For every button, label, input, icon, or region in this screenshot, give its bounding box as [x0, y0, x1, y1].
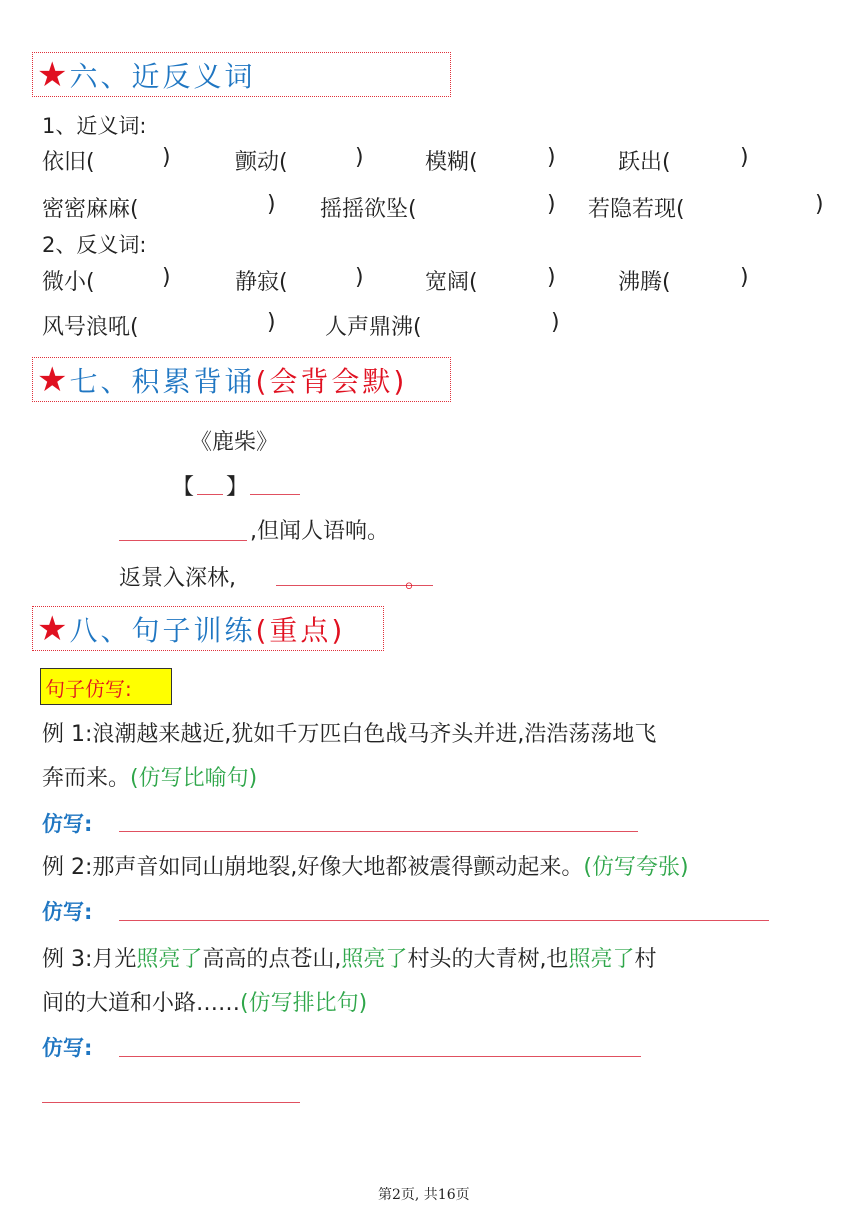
- author-bracket-left: 【: [172, 475, 195, 500]
- synonyms-label: 1、近义词:: [42, 114, 147, 138]
- imitate-label: 仿写:: [42, 812, 93, 836]
- close-paren: ): [162, 145, 171, 170]
- page-footer: 第2页, 共16页: [378, 1187, 470, 1203]
- example-1-hint: (仿写比喻句): [130, 766, 258, 791]
- author-bracket-right: 】: [226, 475, 249, 500]
- example-2-hint: (仿写夸张): [583, 855, 689, 880]
- synonym-item: 密密麻麻(: [42, 197, 139, 222]
- example-3-hint: (仿写排比句): [240, 991, 368, 1016]
- antonyms-label: 2、反义词:: [42, 233, 147, 257]
- poem-line1-text: ,但闻人语响。: [250, 519, 389, 544]
- star-icon: ★: [37, 54, 68, 95]
- close-paren: ): [551, 310, 560, 335]
- close-paren: ): [547, 145, 556, 170]
- section-6-header: [32, 52, 451, 97]
- author-blank: [197, 494, 223, 495]
- poem-line2-end: 。: [405, 568, 428, 593]
- imitate-answer-line[interactable]: [119, 1056, 641, 1057]
- imitate-label: 仿写:: [42, 900, 93, 924]
- synonym-item: 若隐若现(: [588, 197, 685, 222]
- close-paren: ): [547, 265, 556, 290]
- section-6-title: 六、近反义词: [69, 59, 256, 93]
- close-paren: ): [355, 265, 364, 290]
- subtitle-box: 句子仿写:: [40, 668, 172, 705]
- section-8-header: [32, 606, 384, 651]
- synonym-item: 依旧(: [42, 150, 95, 175]
- synonym-item: 跃出(: [618, 150, 671, 175]
- example-1-line1: 例 1:浪潮越来越近,犹如千万匹白色战马齐头并进,浩浩荡荡地飞: [42, 722, 657, 747]
- antonym-item: 人声鼎沸(: [325, 315, 422, 340]
- antonym-item: 沸腾(: [618, 270, 671, 295]
- example-3-line1: 例 3:月光照亮了高高的点苍山,照亮了村头的大青树,也照亮了村: [42, 947, 657, 972]
- section-8-title: 八、句子训练: [69, 613, 256, 647]
- antonym-item: 风号浪吼(: [42, 315, 139, 340]
- star-icon: ★: [37, 608, 68, 649]
- star-icon: ★: [37, 359, 68, 400]
- antonym-item: 静寂(: [235, 270, 288, 295]
- poem-line2-text: 返景入深林,: [119, 566, 236, 591]
- antonym-item: 宽阔(: [425, 270, 478, 295]
- section-7-title: 七、积累背诵: [69, 364, 256, 398]
- imitate-answer-line-2[interactable]: [42, 1102, 300, 1103]
- close-paren: ): [267, 310, 276, 335]
- antonym-item: 微小(: [42, 270, 95, 295]
- close-paren: ): [267, 192, 276, 217]
- example-3-line2: 间的大道和小路……(仿写排比句): [42, 991, 368, 1016]
- example-1-line2: 奔而来。(仿写比喻句): [42, 766, 258, 791]
- poem-line1-blank: [119, 540, 247, 541]
- section-7-note: (会背会默): [255, 364, 408, 398]
- imitate-answer-line[interactable]: [119, 831, 638, 832]
- synonym-item: 颤动(: [235, 150, 288, 175]
- close-paren: ): [740, 145, 749, 170]
- section-7-header: [32, 357, 451, 402]
- section-8-note: (重点): [255, 613, 346, 647]
- imitate-label: 仿写:: [42, 1036, 93, 1060]
- close-paren: ): [547, 192, 556, 217]
- close-paren: ): [815, 192, 824, 217]
- close-paren: ): [740, 265, 749, 290]
- imitate-answer-line[interactable]: [119, 920, 769, 921]
- poem-title: 《鹿柴》: [190, 430, 279, 455]
- synonym-item: 摇摇欲坠(: [320, 197, 417, 222]
- synonym-item: 模糊(: [425, 150, 478, 175]
- dynasty-blank: [250, 494, 300, 495]
- close-paren: ): [355, 145, 364, 170]
- example-2: 例 2:那声音如同山崩地裂,好像大地都被震得颤动起来。(仿写夸张): [42, 855, 689, 880]
- close-paren: ): [162, 265, 171, 290]
